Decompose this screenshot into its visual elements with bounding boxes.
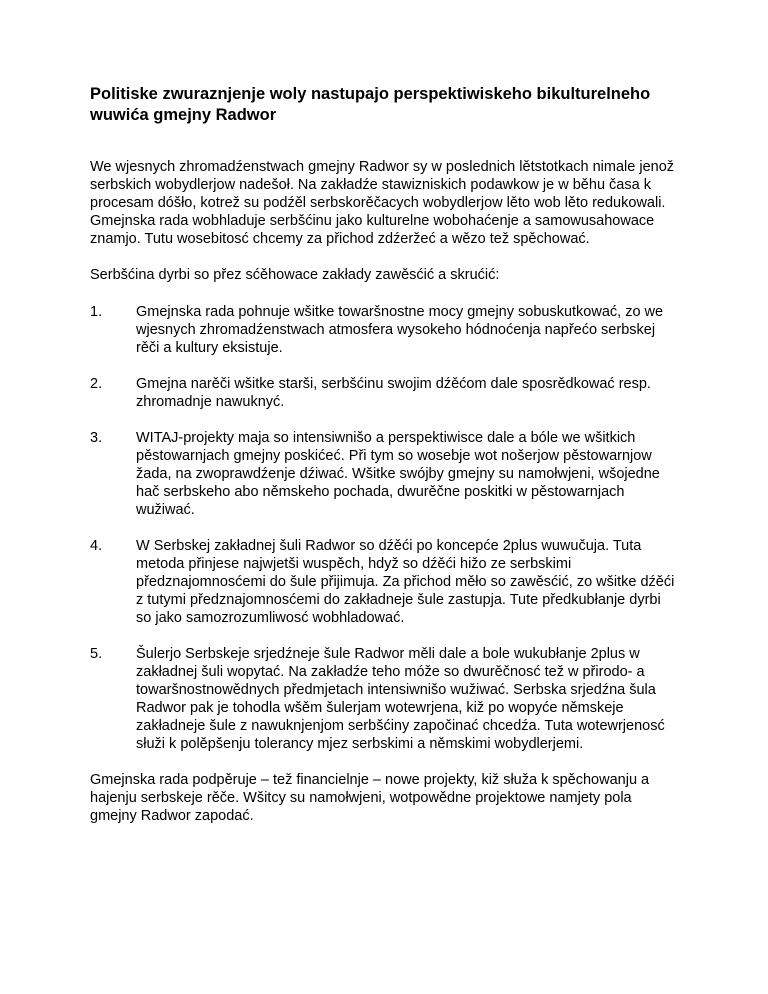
- list-item: [90, 645, 680, 753]
- list-item-text: WITAJ-projekty maja so intensiwnišo a perspektiwisce dale a bóle we wšitkich pěstowarnjach gmejny poskićeć. Při tym so wosebje wot nošerjow pěstowarnjow žada, na zwoprawdźenje dźiwać. Wšitke swójby gmejny su namołwjeni, wšojedne hač serbskeho abo němskeho pochada, dwurěčne poskitki w pěstowarnjach wužiwać.: [136, 430, 660, 518]
- lead-paragraph: Serbšćina dyrbi so přez sćěhowace zakłady zawěsćić a skrućić:: [90, 267, 500, 283]
- list-item-text: Gmejnska rada pohnuje wšitke towaršnostne mocy gmejny sobuskutkować, zo we wjesnych zhromadźenstwach atmosfera wysokeho hódnoćenja napřećo serbskej rěči a kultury eksistuje.: [136, 304, 664, 356]
- document-page: [90, 84, 680, 825]
- list-item-number: 2.: [90, 376, 103, 392]
- list-item: [90, 375, 680, 411]
- list-item-number: 5.: [90, 646, 103, 662]
- list-item: [90, 429, 680, 519]
- closing-paragraph: Gmejnska rada podpěruje – tež financielnje – nowe projekty, kiž słuža k spěchowanju a hajenju serbskeje rěče. Wšitcy su namołwjeni, wotpowědne projektowe namjety pola gmejny Radwor zapodać.: [90, 772, 650, 824]
- list-item: [90, 303, 680, 357]
- list-item-number: 4.: [90, 538, 103, 554]
- list-item-text: W Serbskej zakładnej šuli Radwor so dźěći po koncepće 2plus wuwučuja. Tuta metoda přinjese najwjetši wuspěch, hdyž so dźěći hižo ze serbskimi předznajomnosćemi do šule přijimuja. Za přichod měło so zawěsćić, zo wšitke dźěći z tutymi předznajomnosćemi do zakładneje šule zastupja. Tute předkubłanje dyrbi so jako samozrozumliwosć wobhladować.: [136, 538, 675, 626]
- list-item: [90, 537, 680, 627]
- numbered-list: [90, 303, 680, 753]
- intro-paragraph: We wjesnych zhromadźenstwach gmejny Radwor sy w poslednich lětstotkach nimale jenož serbskich wobydlerjow nadešoł. Na zakładźe stawizniskich podawkow je w běhu časa k procesam dóšło, kotrež su podźěl serbskorěčacych wobydlerjow lěto wob lěto redukowali. Gmejnska rada wobhladuje serbšćinu jako kulturelne wobohaćenje a samowusahowace znamjo. Tutu wosebitosć chcemy za přichod zdźeržeć a wězo tež spěchować.: [90, 159, 675, 247]
- document-title: Politiske zwuraznjenje woly nastupajo perspektiwiskeho bikulturelneho wuwića gmejny Radwor: [90, 85, 651, 124]
- list-item-text: Gmejna narěči wšitke starši, serbšćinu swojim dźěćom dale sposrědkować resp. zhromadnje nawuknyć.: [136, 376, 651, 410]
- list-item-number: 1.: [90, 304, 103, 320]
- list-item-number: 3.: [90, 430, 103, 446]
- list-item-text: Šulerjo Serbskeje srjedźneje šule Radwor měli dale a bole wukubłanje 2plus w zakładnej šuli wopytać. Na zakładźe teho móže so dwurěčnosć tež w přirodo- a towaršnostnowědnych předmjetach intensiwnišo wužiwać. Serbska srjedźna šula Radwor pak je tohodla wšěm šulerjam wotewrjena, kiž po wopyće němskeje zakładneje šule z nawuknjenjom serbšćiny započinać chcedźa. Tuta wotewrjenosć słuži k polěpšenju tolerancy mjez serbskimi a němskimi wobydlerjemi.: [136, 646, 665, 752]
